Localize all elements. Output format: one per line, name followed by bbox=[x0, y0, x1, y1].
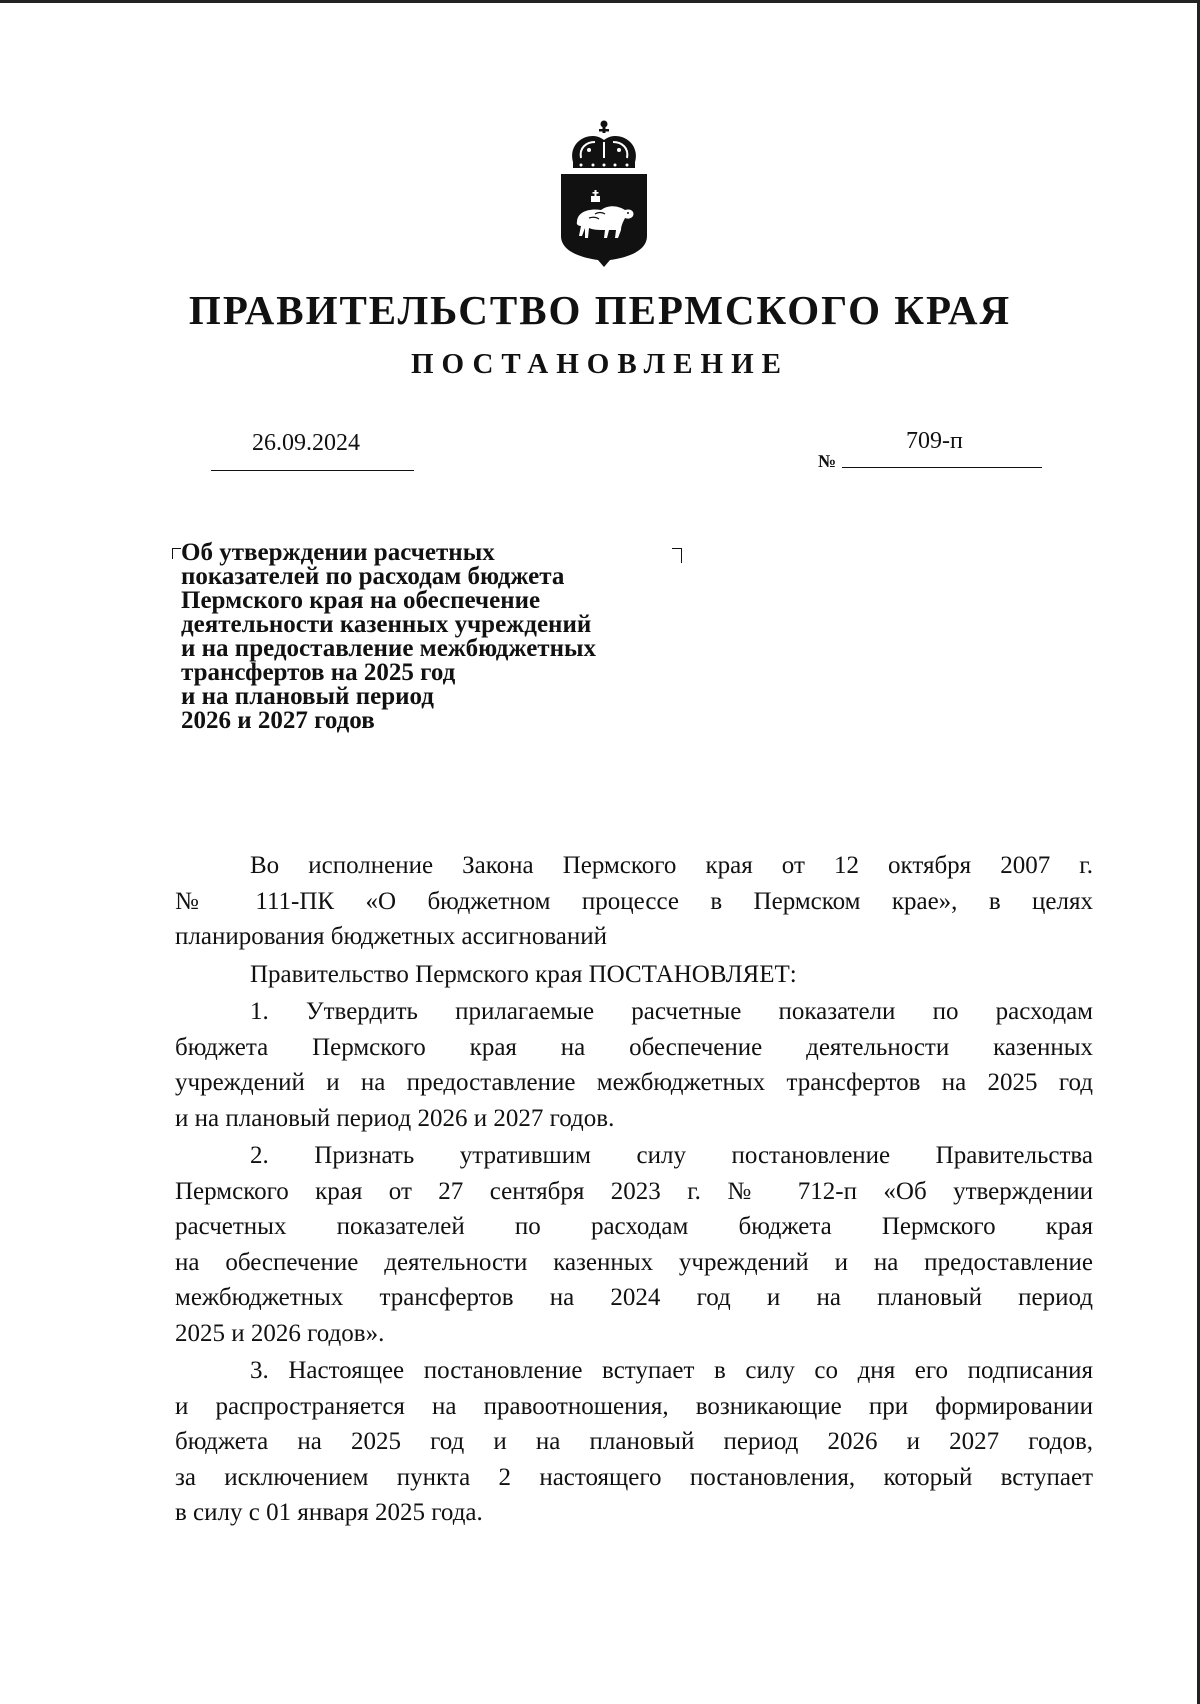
scan-edge-top bbox=[0, 0, 1200, 3]
paragraph-resolves bbox=[175, 957, 1093, 993]
text-line: межбюджетных трансфертов на 2024 год и на плановый период bbox=[175, 1284, 1093, 1311]
text-line: бюджета на 2025 год и на плановый период 2026 и 2027 годов, bbox=[175, 1428, 1093, 1455]
text-line: на обеспечение деятельности казенных учреждений и на предоставление bbox=[175, 1248, 1093, 1276]
text-line: Во исполнение Закона Пермского края от 12 октября 2007 г. bbox=[250, 852, 1093, 879]
subject-line: трансфертов на 2025 год bbox=[181, 659, 456, 686]
text-line: планирования бюджетных ассигнований bbox=[175, 923, 608, 950]
text-line: и на плановый период 2026 и 2027 годов. bbox=[175, 1104, 615, 1132]
paragraph-item-1 bbox=[175, 994, 1093, 1136]
text-line: 1. Утвердить прилагаемые расчетные показатели по расходам bbox=[250, 998, 1093, 1025]
text-line: № 111-ПК «О бюджетном процессе в Пермском крае», в целях bbox=[175, 887, 1093, 915]
text-line: 2025 и 2026 годов». bbox=[175, 1319, 385, 1347]
subject-line: Об утверждении расчетных bbox=[181, 539, 495, 566]
number-sign: № bbox=[818, 451, 837, 471]
shield-icon bbox=[561, 174, 647, 267]
text-line: Правительство Пермского края ПОСТАНОВЛЯЕТ: bbox=[250, 960, 797, 988]
subject-line: деятельности казенных учреждений bbox=[181, 611, 592, 638]
text-line: расчетных показателей по расходам бюджета Пермского края bbox=[175, 1213, 1093, 1240]
paragraph-item-2 bbox=[175, 1138, 1093, 1351]
text-line: учреждений и на предоставление межбюджетных трансфертов на 2025 год bbox=[175, 1069, 1093, 1096]
document-date: 26.09.2024 bbox=[252, 430, 360, 456]
subject-line: и на предоставление межбюджетных bbox=[181, 635, 597, 662]
subject-line: показателей по расходам бюджета bbox=[181, 563, 565, 590]
text-line: в силу с 01 января 2025 года. bbox=[175, 1499, 483, 1526]
document-subject bbox=[181, 541, 701, 733]
document-type-title: ПОСТАНОВЛЕНИЕ bbox=[410, 348, 789, 380]
text-line: Пермского края от 27 сентября 2023 г. № 712-п «Об утверждении bbox=[175, 1177, 1093, 1205]
coat-of-arms-emblem bbox=[555, 118, 653, 268]
text-line: и распространяется на правоотношения, возникающие при формировании bbox=[175, 1392, 1093, 1420]
subject-line: и на плановый период bbox=[181, 683, 434, 710]
subject-line: 2026 и 2027 годов bbox=[181, 707, 375, 734]
paragraph-item-3 bbox=[175, 1353, 1093, 1531]
paragraph-preamble bbox=[175, 848, 1093, 955]
number-underline bbox=[842, 467, 1042, 468]
subject-line: Пермского края на обеспечение bbox=[181, 587, 541, 614]
document-number: 709-п bbox=[906, 428, 963, 454]
text-line: бюджета Пермского края на обеспечение деятельности казенных bbox=[175, 1033, 1093, 1061]
date-underline bbox=[211, 470, 414, 471]
crown-icon bbox=[572, 121, 636, 169]
government-title: ПРАВИТЕЛЬСТВО ПЕРМСКОГО КРАЯ bbox=[188, 287, 1012, 333]
subject-corner-mark-left bbox=[172, 548, 181, 559]
text-line: 3. Настоящее постановление вступает в силу со дня его подписания bbox=[250, 1357, 1093, 1384]
text-line: 2. Признать утратившим силу постановление Правительства bbox=[250, 1142, 1093, 1169]
document-body bbox=[175, 848, 1093, 1533]
text-line: за исключением пункта 2 настоящего постановления, который вступает bbox=[175, 1463, 1093, 1491]
